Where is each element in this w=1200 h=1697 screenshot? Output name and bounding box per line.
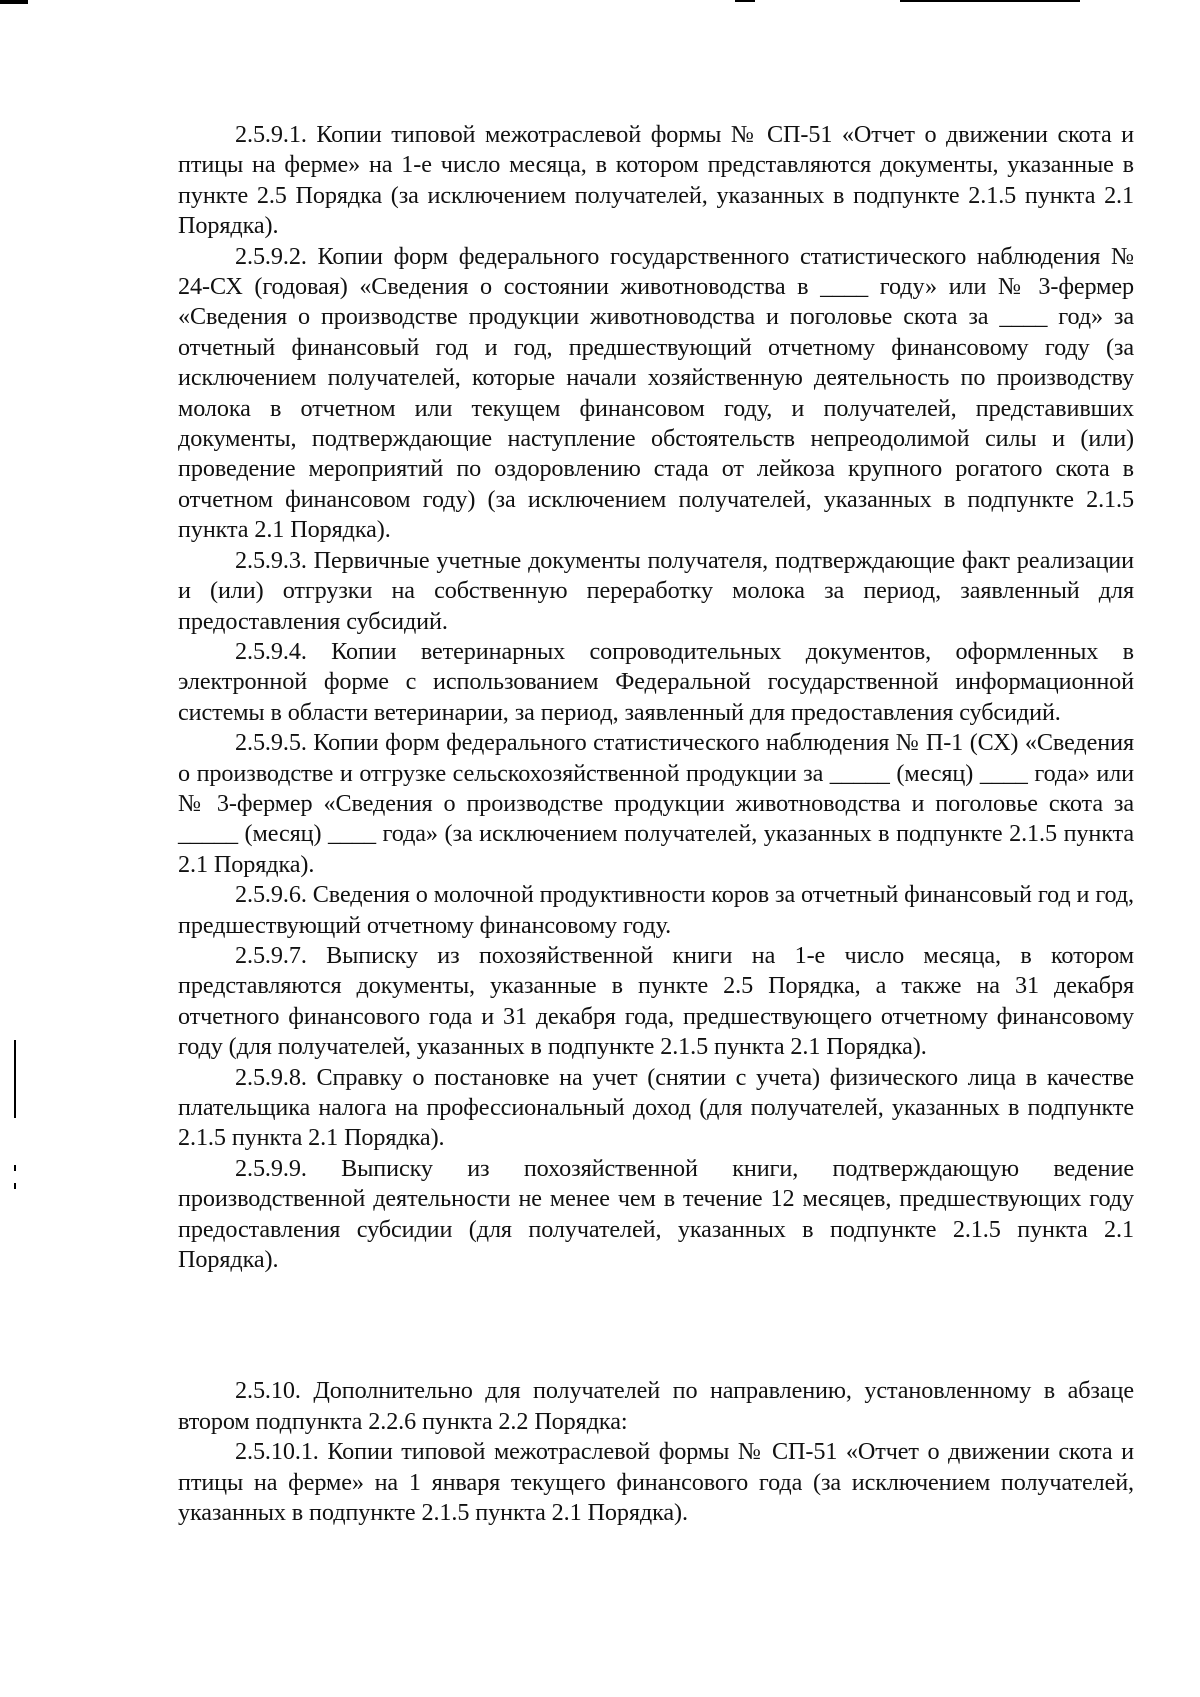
paragraph-2-5-9-6: 2.5.9.6. Сведения о молочной продуктивности коров за отчетный финансовый год и год, предшествующий отчетному финансовому году. xyxy=(178,881,1134,939)
document-body xyxy=(178,120,1134,1528)
paragraph-2-5-9-2: 2.5.9.2. Копии форм федерального государственного статистического наблюдения № 24-СХ (годовая) «Сведения о состоянии животноводства в ____ году» или № 3-фермер «Сведения о производстве продукции животноводства и поголовье скота за ____ год» за отчетный финансовый год и год, предшествующий отчетному финансовому году (за исключением получателей, которые начали хозяйственную деятельность по производству молока в отчетном или текущем финансовом году, и получателей, представивших документы, подтверждающие наступление обстоятельств непреодолимой силы и (или) проведение мероприятий по оздоровлению стада от лейкоза крупного рогатого скота в отчетном финансовом году) (за исключением получателей, указанных в подпункте 2.1.5 пункта 2.1 Порядка). xyxy=(178,242,1134,544)
paragraph-2-5-10: 2.5.10. Дополнительно для получателей по направлению, установленному в абзаце втором подпункта 2.2.6 пункта 2.2 Порядка: xyxy=(178,1377,1134,1435)
paragraph-2-5-9-5: 2.5.9.5. Копии форм федерального статистического наблюдения № П-1 (СХ) «Сведения о производстве и отгрузке сельскохозяйственной продукции за _____ (месяц) ____ года» или № 3-фермер «Сведения о производстве продукции животноводства и поголовье скота за _____ (месяц) ____ года» (за исключением получателей, указанных в подпункте 2.1.5 пункта 2.1 Порядка). xyxy=(178,729,1134,878)
paragraph-2-5-9-3: 2.5.9.3. Первичные учетные документы получателя, подтверждающие факт реализации и (или) отгрузки на собственную переработку молока за период, заявленный для предоставления субсидий. xyxy=(178,546,1134,635)
paragraph-2-5-9-7: 2.5.9.7. Выписку из похозяйственной книги на 1-е число месяца, в котором представляются документы, указанные в пункте 2.5 Порядка, а также на 31 декабря отчетного финансового года и 31 декабря года, предшествующего отчетному финансовому году (для получателей, указанных в подпункте 2.1.5 пункта 2.1 Порядка). xyxy=(178,941,1134,1061)
scan-edge-mark-top-left xyxy=(0,0,28,4)
scan-margin-dot xyxy=(14,1165,16,1171)
section-spacer xyxy=(178,1275,1134,1376)
paragraph-2-5-9-1: 2.5.9.1. Копии типовой межотраслевой формы № СП-51 «Отчет о движении скота и птицы на ферме» на 1-е число месяца, в котором представляются документы, указанные в пункте 2.5 Порядка (за исключением получателей, указанных в подпункте 2.1.5 пункта 2.1 Порядка). xyxy=(178,121,1134,240)
paragraph-2-5-10-1: 2.5.10.1. Копии типовой межотраслевой формы № СП-51 «Отчет о движении скота и птицы на ферме» на 1 января текущего финансового года (за исключением получателей, указанных в подпункте 2.1.5 пункта 2.1 Порядка). xyxy=(178,1438,1134,1527)
scan-margin-line xyxy=(14,1040,16,1118)
paragraph-2-5-9-4: 2.5.9.4. Копии ветеринарных сопроводительных документов, оформленных в электронной форме с использованием Федеральной государственной информационной системы в области ветеринарии, за период, заявленный для предоставления субсидий. xyxy=(178,637,1134,726)
scan-edge-mark-top-center xyxy=(735,0,755,2)
scan-edge-mark-top-right xyxy=(900,0,1080,2)
scan-margin-dot xyxy=(14,1183,16,1189)
paragraph-2-5-9-9: 2.5.9.9. Выписку из похозяйственной книги, подтверждающую ведение производственной деятельности не менее чем в течение 12 месяцев, предшествующих году предоставления субсидии (для получателей, указанных в подпункте 2.1.5 пункта 2.1 Порядка). xyxy=(178,1154,1134,1274)
paragraph-2-5-9-8: 2.5.9.8. Справку о постановке на учет (снятии с учета) физического лица в качестве плательщика налога на профессиональный доход (для получателей, указанных в подпункте 2.1.5 пункта 2.1 Порядка). xyxy=(178,1063,1134,1152)
